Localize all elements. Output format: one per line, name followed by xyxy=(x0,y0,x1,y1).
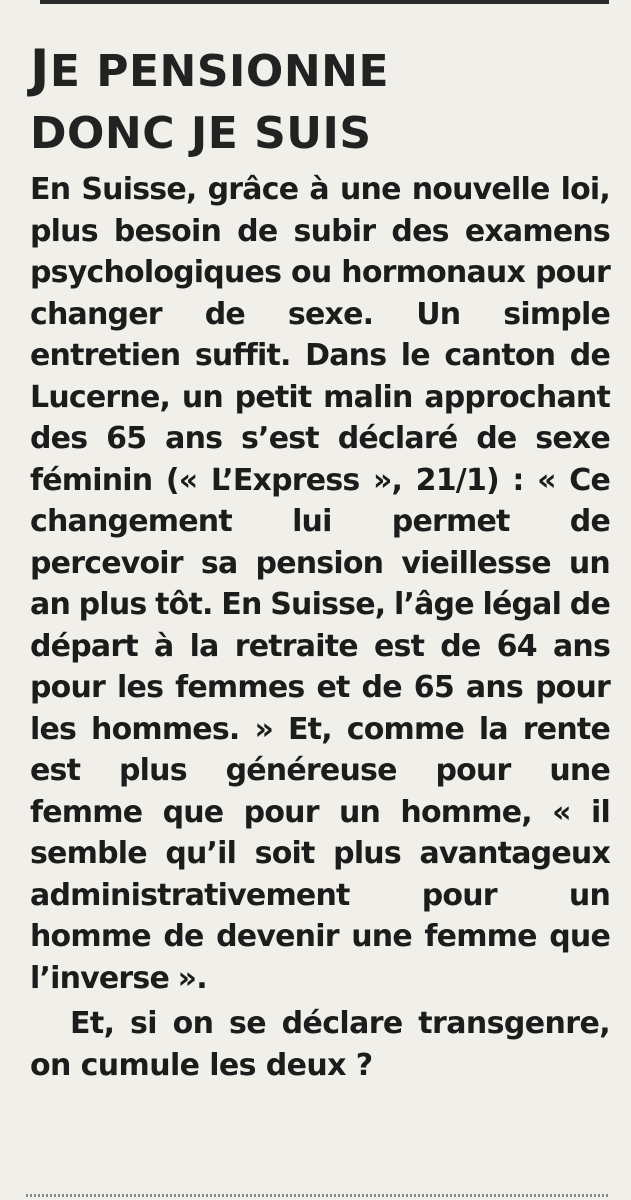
bottom-rule xyxy=(26,1194,609,1197)
article xyxy=(30,38,610,1086)
headline-line-2: DONC JE SUIS xyxy=(30,108,372,159)
article-kicker: Et, si on se déclare transgenre, on cumule les deux ? xyxy=(30,1006,610,1083)
headline xyxy=(30,38,610,165)
headline-line-1-text: E PENSIONNE xyxy=(49,46,390,97)
headline-line-1 xyxy=(30,38,610,103)
headline-initial: J xyxy=(30,39,50,99)
top-rule xyxy=(40,0,609,4)
article-body: En Suisse, grâce à une nouvelle loi, plus besoin de subir des examens psychologiques ou hormonaux pour changer de sexe. Un simple entretien suffit. Dans le canton de Lucerne, un petit malin approchant des 65 ans s’est déclaré de sexe féminin (« L’Express », 21/1) : « Ce changement lui permet de percevoir sa pension vieillesse un an plus tôt. En Suisse, l’âge légal de départ à la retraite est de 64 ans pour les femmes et de 65 ans pour les hommes. » Et, comme la rente est plus généreuse pour une femme que pour un homme, « il semble qu’il soit plus avantageux administrativement pour un homme de devenir une femme que l’inverse ». xyxy=(30,172,610,996)
